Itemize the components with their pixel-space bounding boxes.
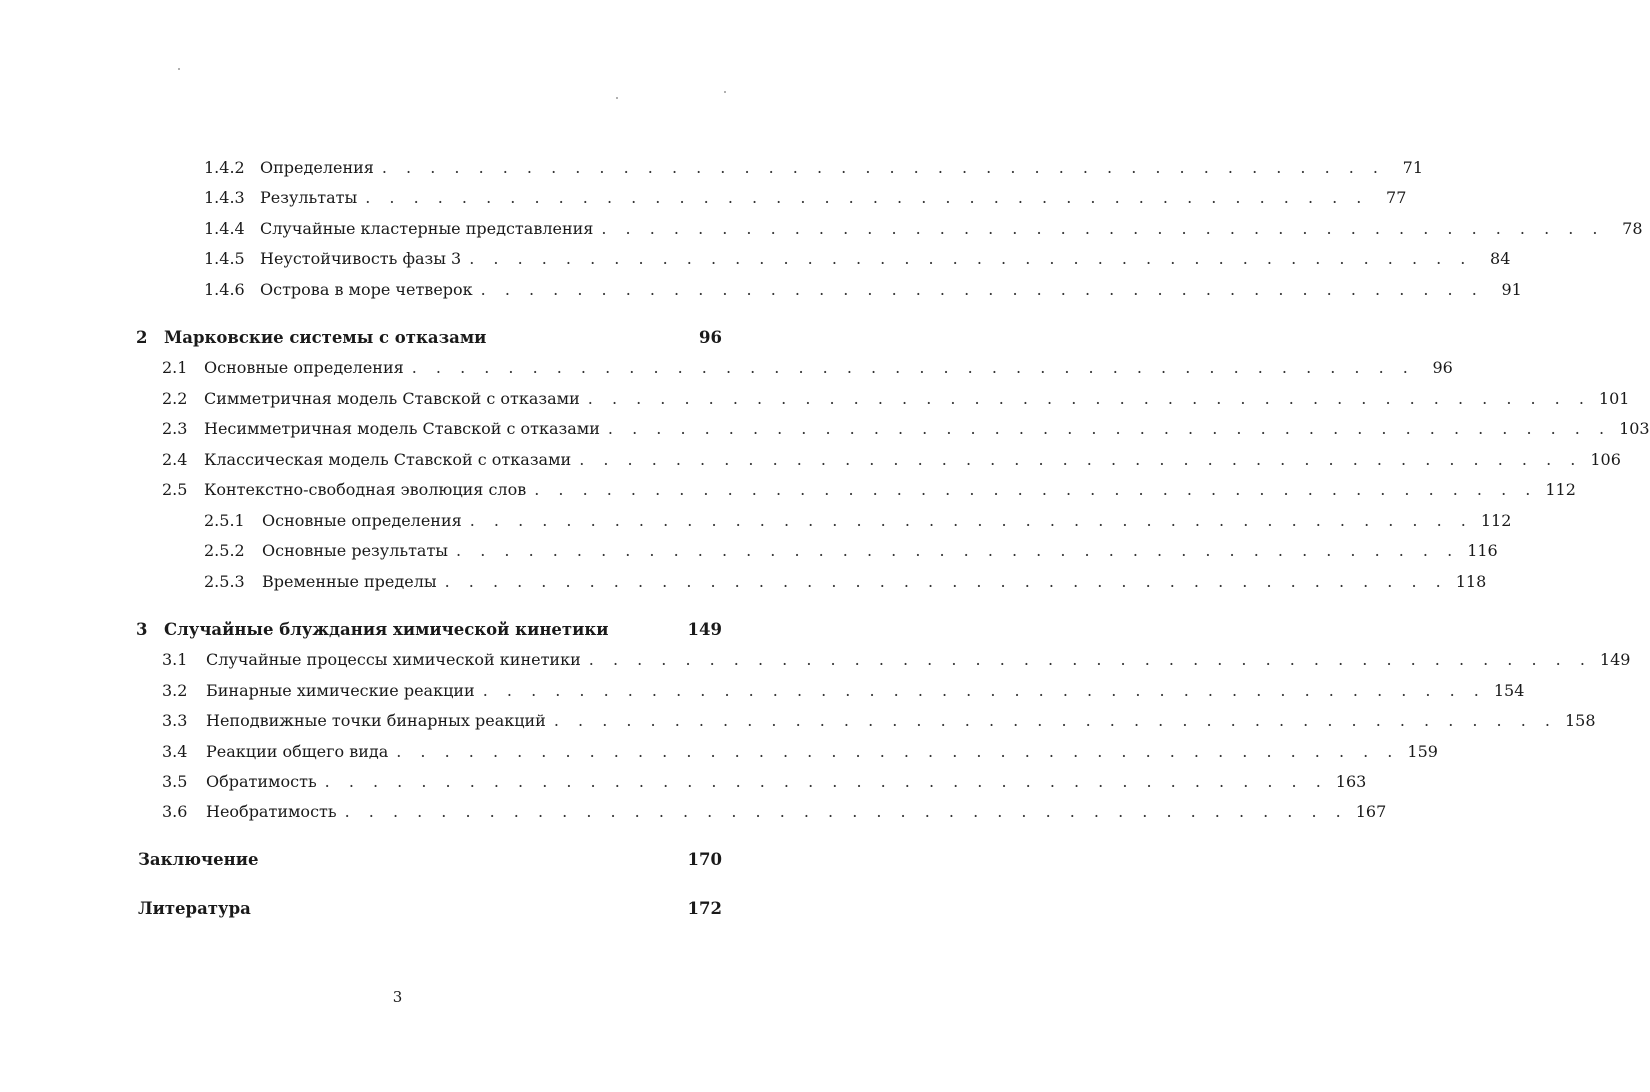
- toc-entry[interactable]: [204, 541, 1498, 565]
- toc-entry[interactable]: [204, 511, 1512, 535]
- toc-entry[interactable]: [204, 188, 1407, 212]
- entry-page: 84: [1490, 249, 1511, 268]
- entry-number: 2.2: [162, 389, 188, 408]
- entry-title: Неподвижные точки бинарных реакций: [206, 711, 546, 730]
- leader-dots: . . . . . . . . . . . . . . . . . . . . . . . . . . . . . . . . . . . . . . . . . .: [456, 541, 1460, 560]
- entry-number: 3.3: [162, 711, 188, 730]
- entry-title: Случайные процессы химической кинетики: [206, 650, 581, 669]
- entry-number: 2.5.1: [204, 511, 245, 530]
- toc-entry[interactable]: [162, 711, 1596, 735]
- entry-page: 91: [1501, 280, 1522, 299]
- leader-dots: . . . . . . . . . . . . . . . . . . . . . . . . . . . . . . . . . . . . . . . . . .: [579, 450, 1583, 469]
- entry-page: 116: [1467, 541, 1498, 560]
- leader-dots: . . . . . . . . . . . . . . . . . . . . . . . . . . . . . . . . . . . . . . . . . .: [482, 681, 1486, 700]
- page-number: 3: [392, 988, 403, 1006]
- leader-dots: . . . . . . . . . . . . . . . . . . . . . . . . . . . . . . . . . . . . . . . . . .: [601, 219, 1605, 238]
- leader-dots: . . . . . . . . . . . . . . . . . . . . . . . . . . . . . . . . . . . . . . . . . .: [396, 742, 1400, 761]
- entry-number: 2.5.2: [204, 541, 245, 560]
- entry-title: Неустойчивость фазы 3: [260, 249, 462, 268]
- leader-dots: . . . . . . . . . . . . . . . . . . . . . . . . . . . . . . . . . . . . . . . . . .: [587, 389, 1591, 408]
- entry-page: 103: [1619, 419, 1650, 438]
- entry-number: 3.2: [162, 681, 188, 700]
- scan-speck: [724, 91, 726, 93]
- scan-speck: [616, 97, 618, 99]
- entry-number: 2.3: [162, 419, 188, 438]
- entry-title: Бинарные химические реакции: [206, 681, 475, 700]
- entry-page: 158: [1564, 711, 1596, 730]
- leader-dots: . . . . . . . . . . . . . . . . . . . . . . . . . . . . . . . . . . . . . . . . . .: [469, 511, 1473, 530]
- toc-entry[interactable]: [204, 572, 1487, 596]
- entry-title: Основные результаты: [262, 541, 449, 560]
- toc-entry[interactable]: [162, 742, 1438, 766]
- entry-page: 154: [1493, 681, 1525, 700]
- chapter-page: 149: [687, 620, 722, 639]
- entry-page: 167: [1355, 802, 1387, 821]
- entry-page: 112: [1480, 511, 1512, 530]
- toc-conclusion[interactable]: [138, 850, 722, 874]
- entry-title: Классическая модель Ставской с отказами: [204, 450, 572, 469]
- entry-title: Случайные кластерные представления: [260, 219, 594, 238]
- entry-page: 163: [1335, 772, 1367, 791]
- leader-dots: . . . . . . . . . . . . . . . . . . . . . . . . . . . . . . . . . . . . . . . . . .: [324, 772, 1328, 791]
- entry-page: 159: [1407, 742, 1438, 761]
- chapter-title: Случайные блуждания химической кинетики: [164, 620, 609, 639]
- literature-title: Литература: [138, 899, 251, 918]
- entry-title: Симметричная модель Ставской с отказами: [204, 389, 580, 408]
- chapter-number: 2: [136, 328, 148, 347]
- leader-dots: . . . . . . . . . . . . . . . . . . . . . . . . . . . . . . . . . . . . . . . . . .: [534, 480, 1538, 499]
- chapter-page: 96: [699, 328, 722, 347]
- entry-title: Временные пределы: [262, 572, 437, 591]
- toc-entry[interactable]: [204, 280, 1522, 304]
- entry-page: 101: [1598, 389, 1630, 408]
- entry-number: 2.4: [162, 450, 188, 469]
- toc-entry[interactable]: [162, 650, 1631, 674]
- leader-dots: . . . . . . . . . . . . . . . . . . . . . . . . . . . . . . . . . . . . . . . . . .: [444, 572, 1448, 591]
- entry-page: 77: [1386, 188, 1407, 207]
- toc-literature[interactable]: [138, 899, 722, 923]
- leader-dots: . . . . . . . . . . . . . . . . . . . . . . . . . . . . . . . . . . . . . . . . . .: [607, 419, 1612, 438]
- toc-entry[interactable]: [162, 389, 1630, 413]
- entry-title: Необратимость: [206, 802, 337, 821]
- entry-number: 3.6: [162, 802, 188, 821]
- entry-title: Основные определения: [204, 358, 404, 377]
- toc-entry[interactable]: [162, 480, 1576, 504]
- toc-entry[interactable]: [162, 772, 1367, 796]
- entry-page: 106: [1590, 450, 1621, 469]
- toc-entry[interactable]: [162, 450, 1621, 474]
- leader-dots: . . . . . . . . . . . . . . . . . . . . . . . . . . . . . . . . . . . . . . . . . .: [480, 280, 1484, 299]
- entry-number: 1.4.4: [204, 219, 245, 238]
- toc-chapter[interactable]: [136, 620, 722, 644]
- toc-entry[interactable]: [204, 249, 1511, 273]
- literature-page: 172: [687, 899, 722, 918]
- entry-number: 1.4.5: [204, 249, 245, 268]
- leader-dots: . . . . . . . . . . . . . . . . . . . . . . . . . . . . . . . . . . . . . . . . . .: [365, 188, 1369, 207]
- conclusion-page: 170: [687, 850, 722, 869]
- entry-page: 78: [1622, 219, 1643, 238]
- entry-page: 71: [1402, 158, 1424, 177]
- toc-entry[interactable]: [204, 158, 1424, 182]
- toc-entry[interactable]: [162, 419, 1650, 443]
- leader-dots: . . . . . . . . . . . . . . . . . . . . . . . . . . . . . . . . . . . . . . . . . .: [344, 802, 1348, 821]
- entry-title: Острова в море четверок: [260, 280, 473, 299]
- entry-page: 118: [1455, 572, 1487, 591]
- entry-number: 1.4.6: [204, 280, 245, 299]
- entry-title: Реакции общего вида: [206, 742, 389, 761]
- entry-number: 1.4.2: [204, 158, 245, 177]
- entry-title: Основные определения: [262, 511, 462, 530]
- entry-title: Обратимость: [206, 772, 317, 791]
- entry-title: Результаты: [260, 188, 358, 207]
- toc-chapter[interactable]: [136, 328, 722, 352]
- entry-number: 1.4.3: [204, 188, 245, 207]
- entry-number: 3.4: [162, 742, 188, 761]
- entry-page: 149: [1599, 650, 1631, 669]
- chapter-title: Марковские системы с отказами: [164, 328, 487, 347]
- entry-number: 2.1: [162, 358, 188, 377]
- entry-page: 96: [1432, 358, 1453, 377]
- leader-dots: . . . . . . . . . . . . . . . . . . . . . . . . . . . . . . . . . . . . . . . . . .: [553, 711, 1557, 730]
- leader-dots: . . . . . . . . . . . . . . . . . . . . . . . . . . . . . . . . . . . . . . . . . .: [381, 158, 1386, 177]
- toc-entry[interactable]: [204, 219, 1643, 243]
- toc-entry[interactable]: [162, 358, 1453, 382]
- toc-entry[interactable]: [162, 802, 1387, 826]
- conclusion-title: Заключение: [138, 850, 259, 869]
- entry-number: 3.1: [162, 650, 188, 669]
- entry-page: 112: [1545, 480, 1576, 499]
- entry-title: Контекстно-свободная эволюция слов: [204, 480, 527, 499]
- entry-number: 3.5: [162, 772, 188, 791]
- entry-number: 2.5.3: [204, 572, 245, 591]
- entry-number: 2.5: [162, 480, 188, 499]
- toc-entry[interactable]: [162, 681, 1525, 705]
- leader-dots: . . . . . . . . . . . . . . . . . . . . . . . . . . . . . . . . . . . . . . . . . .: [411, 358, 1415, 377]
- entry-title: Определения: [260, 158, 374, 177]
- leader-dots: . . . . . . . . . . . . . . . . . . . . . . . . . . . . . . . . . . . . . . . . . .: [588, 650, 1592, 669]
- scan-speck: [178, 68, 180, 70]
- chapter-number: 3: [136, 620, 148, 639]
- entry-title: Несимметричная модель Ставской с отказами: [204, 419, 600, 438]
- leader-dots: . . . . . . . . . . . . . . . . . . . . . . . . . . . . . . . . . . . . . . . . . .: [469, 249, 1473, 268]
